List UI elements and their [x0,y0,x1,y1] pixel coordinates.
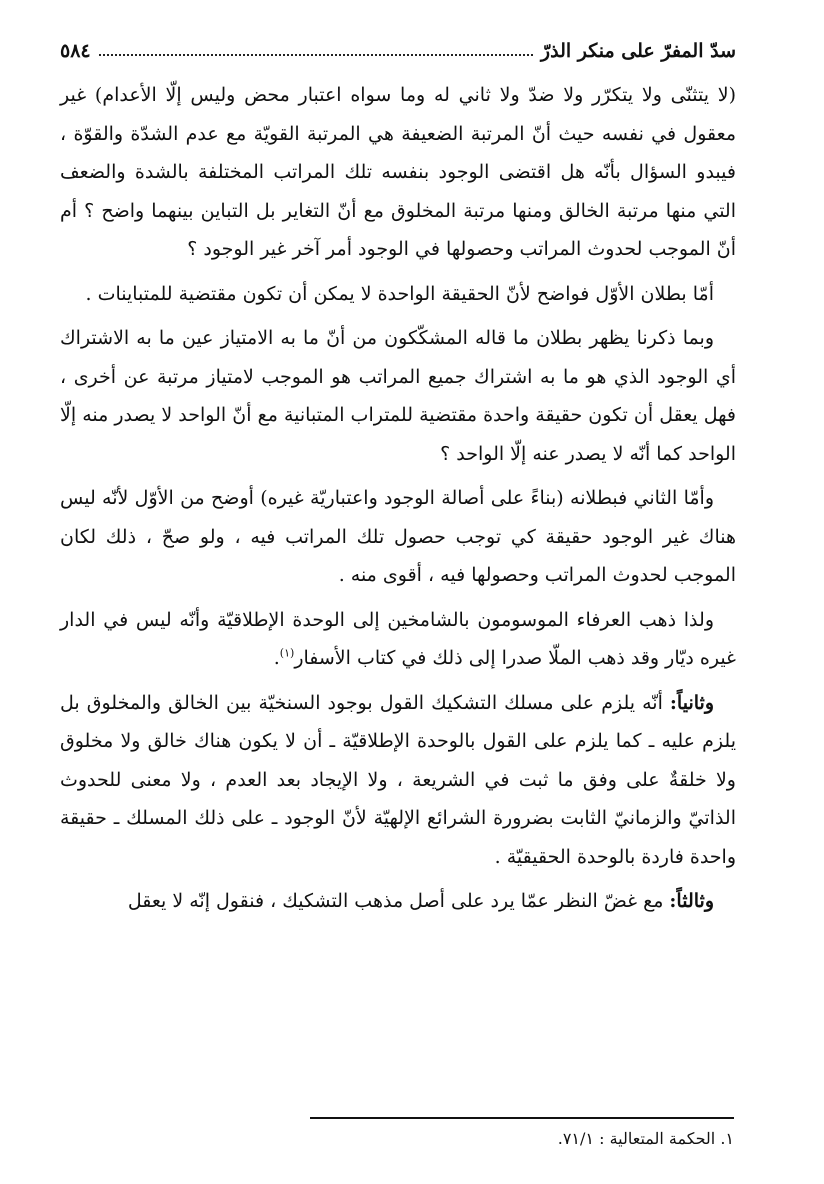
page-header [60,28,736,62]
paragraph [60,319,736,473]
page-number: ٥٨٤ [60,40,91,62]
paragraph-lead: وثالثاً: [669,890,714,912]
paragraph [60,684,736,877]
paragraph-tail: . [273,647,280,669]
paragraph-text: أمّا بطلان الأوّل فواضح لأنّ الحقيقة الواحدة لا يمكن أن تكون مقتضية للمتباينات . [85,282,714,305]
footnote-reference[interactable]: (١) [279,646,295,660]
paragraph-text: أنّه يلزم على مسلك التشكيك القول بوجود السنخيّة بين الخالق والمخلوق بل يلزم عليه ـ كما يلزم على القول بالوحدة الإطلاقيّة ـ أن لا يكون هناك خالق ولا مخلوق ولا خلقةٌ على وفق ما ثبت في الشريعة ، ولا الإيجاد بعد العدم ، ولا معنى للحدوث الذاتيّ والزمانيّ الثابت بضرورة الشرائع الإلهيّة لأنّ الوجود ـ على ذلك المسلك ـ حقيقة واحدة فاردة بالوحدة الحقيقيّة . [60,691,736,868]
paragraph-lead: وثانياً: [669,691,714,714]
paragraph-text: وأمّا الثاني فبطلانه (بناءً على أصالة الوجود واعتباريّة غيره) أوضح من الأوّل لأنّه ليس هناك غير الوجود حقيقة كي توجب حصول تلك المراتب فيه ، ولو صحّ ، ذلك لكان الموجب لحدوث المراتب وحصولها فيه ، أقوى منه . [60,487,736,586]
footnote-divider [310,1117,734,1119]
paragraph-text: (لا يتثنّى ولا يتكرّر ولا ضدّ ولا ثاني له وما سواه اعتبار محض وليس إلّا الأعدام) غير معقول في نفسه حيث أنّ المرتبة الضعيفة هي المرتبة القويّة مع عدم الشدّة والقوّة ، فيبدو السؤال بأنّه هل اقتضى الوجود بنفسه تلك المراتب المختلفة بالشدة والضعف التي منها مرتبة الخالق ومنها مرتبة المخلوق مع أنّ التغاير بل التباين بينهما واضح ؟ أم أنّ الموجب لحدوث المراتب وحصولها في الوجود أمر آخر غير الوجود ؟ [60,84,736,260]
main-text [60,76,736,921]
paragraph-text: وبما ذكرنا يظهر بطلان ما قاله المشكّكون من أنّ ما به الامتياز عين ما به الاشتراك أي الوجود الذي هو ما به اشتراك جميع المراتب هو الموجب لامتياز مرتبة عن أخرى ، فهل يعقل أن تكون حقيقة واحدة مقتضية للمتراب المتبانية مع أنّ الواحد لا يصدر منه إلّا الواحد كما أنّه لا يصدر عنه إلّا الواحد ؟ [60,327,736,465]
footnote: ١. الحكمة المتعالية : ٧١/١. [557,1129,734,1148]
paragraph [60,479,736,595]
paragraph [60,601,736,678]
paragraph-text: مع غضّ النظر عمّا يرد على أصل مذهب التشكيك ، فنقول إنّه لا يعقل [127,890,670,912]
header-dot-leader [99,54,533,56]
paragraph-text: ولذا ذهب العرفاء الموسومون بالشامخين إلى الوحدة الإطلاقيّة وأنّه ليس في الدار غيره ديّار وقد ذهب الملّا صدرا إلى ذلك في كتاب الأسفار [60,608,736,669]
paragraph [60,882,736,921]
paragraph [60,275,736,314]
paragraph [60,76,736,269]
running-title: سدّ المفرّ على منكر الذرّ [540,40,736,62]
